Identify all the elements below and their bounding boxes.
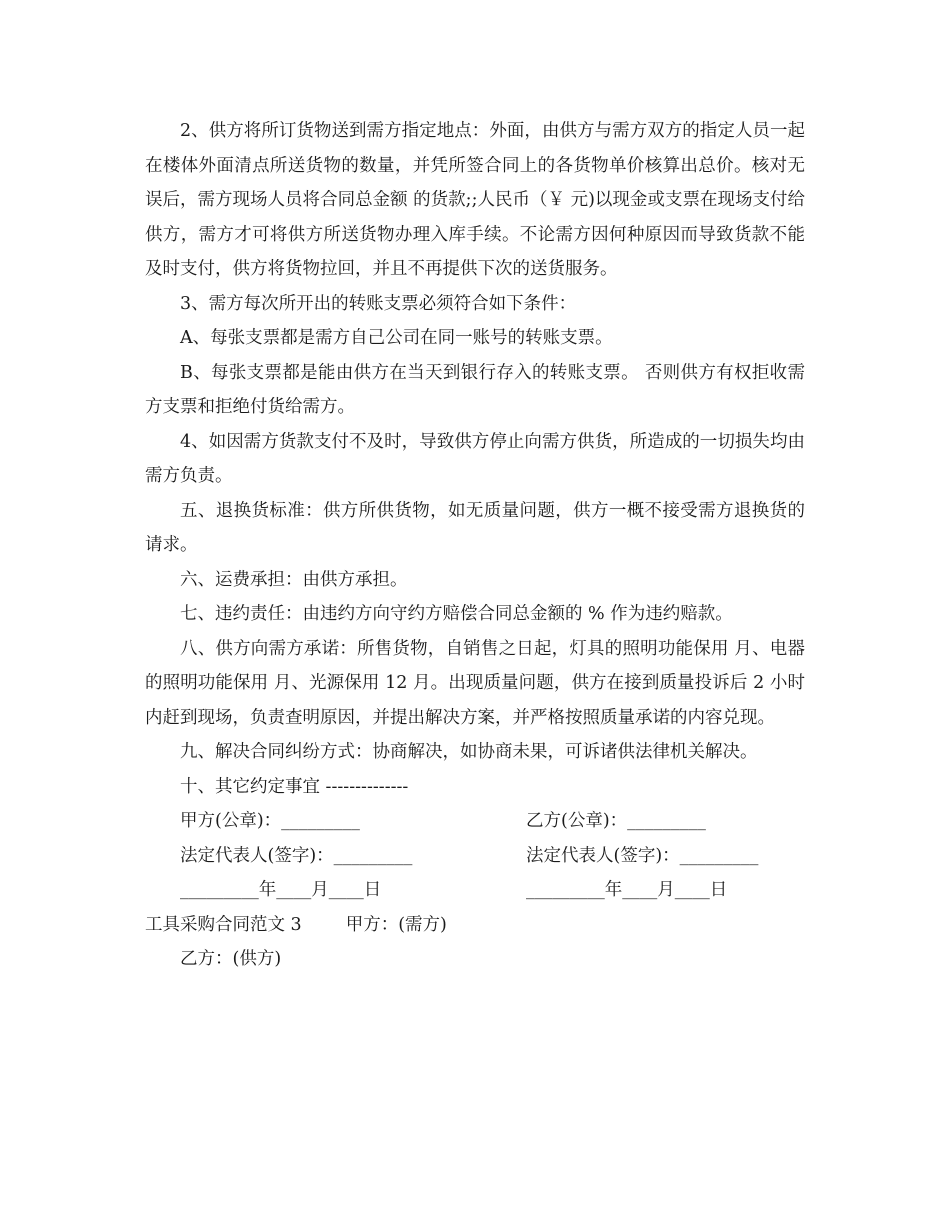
next-contract-heading <box>145 908 805 943</box>
clause-breach: 七、违约责任：由违约方向守约方赔偿合同总金额的 % 作为违约赔款。 <box>180 604 733 624</box>
party-a-representative: 法定代表人(签字)：_________ <box>180 845 413 866</box>
party-b-representative: 法定代表人(签字)：_________ <box>526 845 759 866</box>
party-a-date: _________年____月____日 <box>180 880 382 900</box>
signature-seal-row <box>145 804 805 839</box>
party-a-seal: 甲方(公章)：_________ <box>180 811 360 831</box>
clause-warranty: 八、供方向需方承诺：所售货物，自销售之日起，灯具的照明功能保用 月、电器的照明功能保用 月、光源保用 12 月。出现质量问题，供方在接到质量投诉后 2 小时内赶到现场，负责查明原因，并提出解决方案，并严格按照质量承诺的内容兑现。 <box>145 638 805 728</box>
clause-check-conditions: 3、需方每次所开出的转账支票必须符合如下条件： <box>180 293 577 314</box>
clause-delivery-payment: 2、供方将所订货物送到需方指定地点：外面，由供方与需方双方的指定人员一起在楼体外面清点所送货物的数量，并凭所签合同上的各货物单价核算出总价。核对无误后，需方现场人员将合同总金额 的货款;;人民币（￥ 元)以现金或支票在现场支付给供方，需方才可将供方所送货物办理入库手续。不论需方因何种原因而导致货款不能及时支付，供方将货物拉回，并且不再提供下次的送货服务。 <box>145 121 805 279</box>
party-b-date: _________年____月____日 <box>526 880 728 900</box>
document-body <box>145 114 805 977</box>
signature-rep-row <box>145 839 805 874</box>
signature-date-row <box>145 873 805 908</box>
next-contract-party-b: 乙方：(供方) <box>180 949 282 969</box>
clause-freight: 六、运费承担：由供方承担。 <box>180 569 408 590</box>
next-contract-party-a: 甲方：(需方) <box>345 914 447 935</box>
clause-check-condition-a: A、每张支票都是需方自己公司在同一账号的转账支票。 <box>180 328 613 348</box>
next-contract-title: 工具采购合同范文 3 <box>145 914 302 935</box>
party-b-seal: 乙方(公章)：_________ <box>526 811 706 831</box>
clause-check-condition-b: B、每张支票都是能由供方在当天到银行存入的转账支票。 否则供方有权拒收需方支票和拒绝付货给需方。 <box>145 362 805 417</box>
clause-late-payment: 4、如因需方货款支付不及时，导致供方停止向需方供货，所造成的一切损失均由需方负责。 <box>145 431 805 486</box>
clause-returns: 五、退换货标准：供方所供货物，如无质量问题，供方一概不接受需方退换货的请求。 <box>145 500 805 555</box>
clause-other: 十、其它约定事宜 -------------- <box>180 776 409 797</box>
clause-dispute: 九、解决合同纠纷方式：协商解决，如协商未果，可诉诸供法律机关解决。 <box>180 742 758 762</box>
